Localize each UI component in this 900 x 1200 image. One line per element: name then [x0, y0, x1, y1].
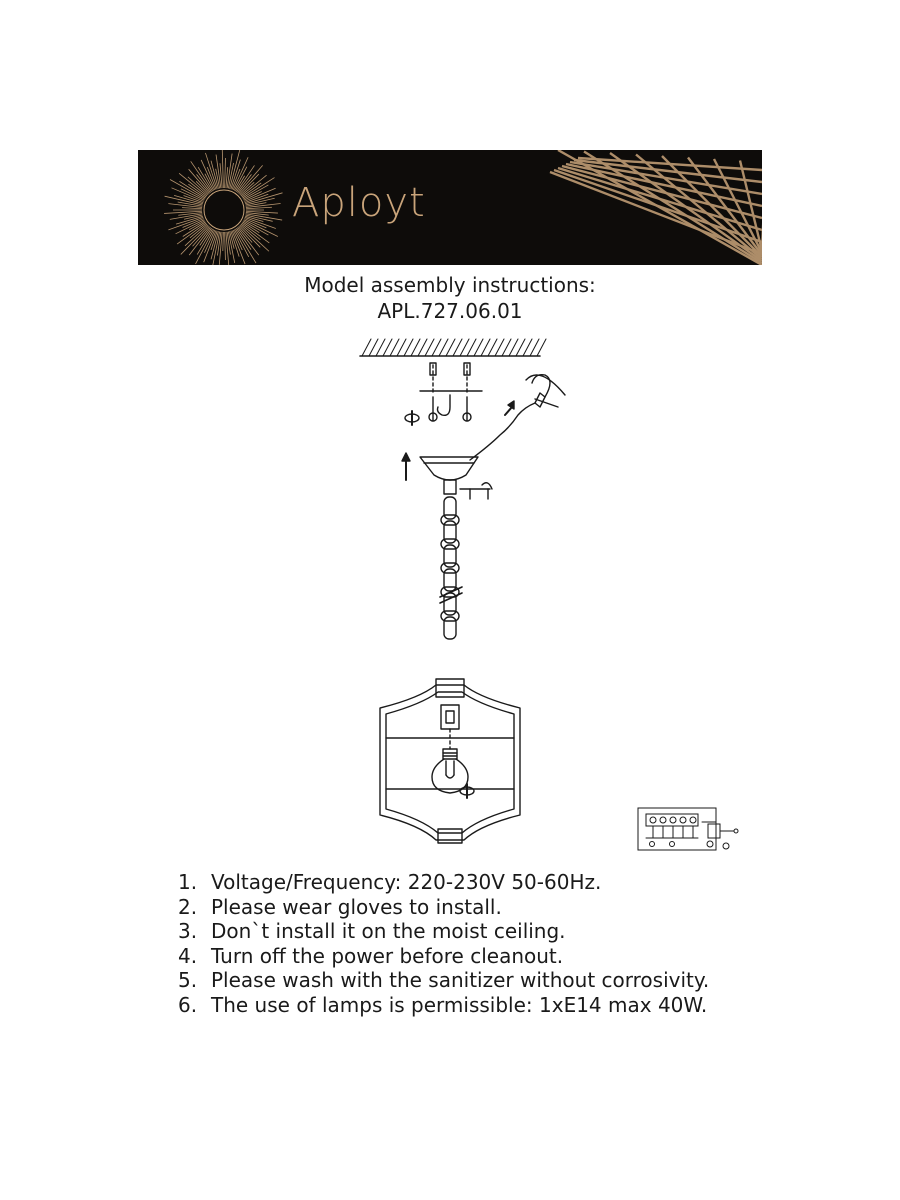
- model-number: APL.727.06.01: [377, 299, 523, 323]
- list-item: [178, 993, 709, 1018]
- item-number: 3.: [178, 919, 198, 944]
- brand-banner: [138, 150, 762, 265]
- item-number: 4.: [178, 943, 198, 968]
- rotate-icon: [405, 411, 419, 425]
- item-number: 6.: [178, 992, 198, 1017]
- list-item: [178, 968, 709, 993]
- screw-icon: [420, 363, 482, 421]
- assembly-diagram: [340, 335, 580, 870]
- canopy-icon: [420, 457, 492, 499]
- chain-icon: [440, 497, 462, 639]
- bulb-icon: [432, 749, 468, 793]
- list-item: [178, 919, 709, 944]
- list-item: [178, 870, 709, 895]
- item-text: Don`t install it on the moist ceiling.: [211, 919, 566, 944]
- hook-icon: [438, 395, 451, 415]
- rotate-icon: [460, 784, 474, 798]
- item-number: 1.: [178, 870, 198, 894]
- up-arrow-icon: [402, 453, 410, 480]
- page-title: Model assembly instructions:: [304, 273, 596, 297]
- item-text: Voltage/Frequency: 220-230V 50-60Hz.: [211, 870, 602, 894]
- list-item: [178, 944, 709, 969]
- lantern-frame-icon: [380, 679, 520, 843]
- item-text: Please wear gloves to install.: [211, 894, 502, 919]
- sunburst-icon: [138, 150, 762, 265]
- ceiling-icon: [360, 339, 546, 356]
- brand-logo-text: Aployt: [292, 180, 426, 226]
- item-number: 5.: [178, 968, 198, 993]
- instruction-list: [178, 870, 709, 1018]
- item-text: The use of lamps is permissible: 1xE14 max 40W.: [211, 992, 708, 1017]
- item-text: Please wash with the sanitizer without corrosivity.: [211, 968, 710, 993]
- list-item: [178, 895, 709, 920]
- item-number: 2.: [178, 894, 198, 919]
- item-text: Turn off the power before cleanout.: [211, 943, 564, 968]
- wire-connector-icon: [470, 375, 565, 460]
- wiring-terminal-icon: [636, 806, 746, 858]
